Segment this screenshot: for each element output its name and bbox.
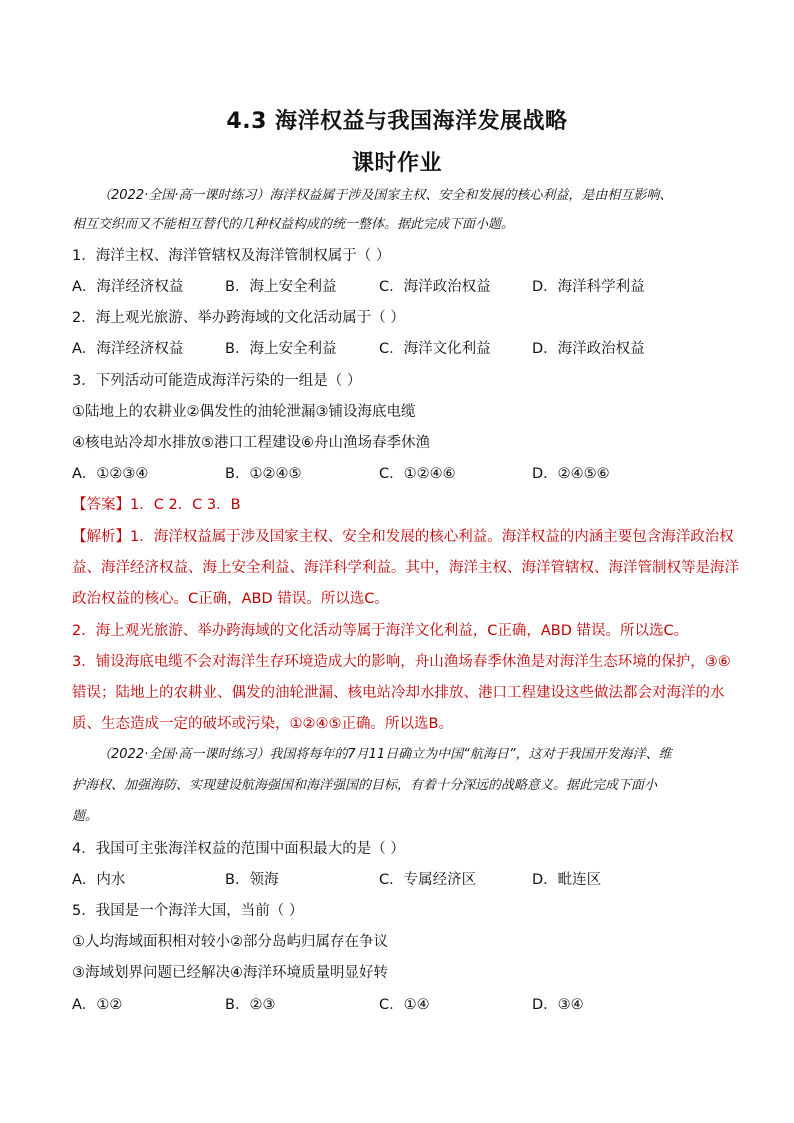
q1-option-d: D．海洋科学利益 — [532, 279, 645, 295]
analysis-line-5: 3．铺设海底电缆不会对海洋生存环境造成大的影响，舟山渔场春季休渔是对海洋生态环境的保护，③⑥ — [72, 654, 731, 670]
group2-intro-line-2: 护海权、加强海防、实现建设航海强国和海洋强国的目标，有着十分深远的战略意义。据此完成下面小 — [72, 778, 658, 793]
analysis-line-3: 政治权益的核心。C正确，ABD 错误。所以选C。 — [72, 591, 389, 607]
group2-intro-line-3: 题。 — [72, 809, 99, 824]
q1-option-a: A．海洋经济权益 — [72, 279, 184, 295]
q3-option-a: A．①②③④ — [72, 466, 149, 482]
question-5-item-line-2: ③海域划界问题已经解决④海洋环境质量明显好转 — [72, 965, 388, 981]
analysis-line-2: 益、海洋经济权益、海上安全利益、海洋科学利益。其中，海洋主权、海洋管辖权、海洋管制权等是海洋 — [72, 560, 739, 576]
page-subtitle: 课时作业 — [351, 151, 442, 176]
answer-line: 【答案】1．C 2．C 3．B — [72, 497, 241, 513]
q4-option-a: A．内水 — [72, 872, 126, 888]
q1-option-c: C．海洋政治权益 — [379, 279, 491, 295]
question-3-stem: 3．下列活动可能造成海洋污染的一组是（ ） — [72, 373, 362, 389]
question-1-stem: 1．海洋主权、海洋管辖权及海洋管制权属于（ ） — [72, 248, 391, 264]
question-3-item-line-2: ④核电站冷却水排放⑤港口工程建设⑥舟山渔场春季休渔 — [72, 435, 430, 451]
q3-option-c: C．①②④⑥ — [379, 466, 456, 482]
question-5-item-line-1: ①人均海域面积相对较小②部分岛屿归属存在争议 — [72, 934, 388, 950]
q2-option-b: B．海上安全利益 — [225, 341, 337, 357]
q2-option-a: A．海洋经济权益 — [72, 341, 184, 357]
question-3-item-line-1: ①陆地上的农耕业②偶发性的油轮泄漏③铺设海底电缆 — [72, 404, 416, 420]
question-2-stem: 2．海上观光旅游、举办跨海域的文化活动属于（ ） — [72, 310, 405, 326]
q2-option-d: D．海洋政治权益 — [532, 341, 645, 357]
q5-option-a: A．①② — [72, 997, 123, 1013]
group1-intro-line-1: （2022·全国·高一课时练习）海洋权益属于涉及国家主权、安全和发展的核心利益，是由相互影响、 — [98, 188, 673, 203]
analysis-line-7: 质、生态造成一定的破坏或污染，①②④⑤正确。所以选B。 — [72, 716, 453, 732]
q5-option-d: D．③④ — [532, 997, 584, 1013]
q4-option-b: B．领海 — [225, 872, 279, 888]
group1-intro-line-2: 相互交织而又不能相互替代的几种权益构成的统一整体。据此完成下面小题。 — [72, 217, 515, 232]
question-4-stem: 4．我国可主张海洋权益的范围中面积最大的是（ ） — [72, 841, 405, 857]
q3-option-d: D．②④⑤⑥ — [532, 466, 610, 482]
analysis-line-4: 2．海上观光旅游、举办跨海域的文化活动等属于海洋文化利益，C正确，ABD 错误。所以选C。 — [72, 623, 689, 639]
q2-option-c: C．海洋文化利益 — [379, 341, 491, 357]
q3-option-b: B．①②④⑤ — [225, 466, 302, 482]
q4-option-d: D．毗连区 — [532, 872, 602, 888]
analysis-line-1: 【解析】1．海洋权益属于涉及国家主权、安全和发展的核心利益。海洋权益的内涵主要包含海洋政治权 — [72, 529, 734, 545]
question-5-stem: 5．我国是一个海洋大国，当前（ ） — [72, 903, 304, 919]
q4-option-c: C．专属经济区 — [379, 872, 477, 888]
group2-intro-line-1: （2022·全国·高一课时练习）我国将每年的7月11日确立为中国“航海日”，这对于我国开发海洋、维 — [98, 747, 672, 762]
page-title: 4.3 海洋权益与我国海洋发展战略 — [226, 109, 568, 134]
q1-option-b: B．海上安全利益 — [225, 279, 337, 295]
q5-option-c: C．①④ — [379, 997, 430, 1013]
q5-option-b: B．②③ — [225, 997, 276, 1013]
analysis-line-6: 错误；陆地上的农耕业、偶发的油轮泄漏、核电站冷却水排放、港口工程建设这些做法都会对海洋的水 — [72, 685, 725, 701]
